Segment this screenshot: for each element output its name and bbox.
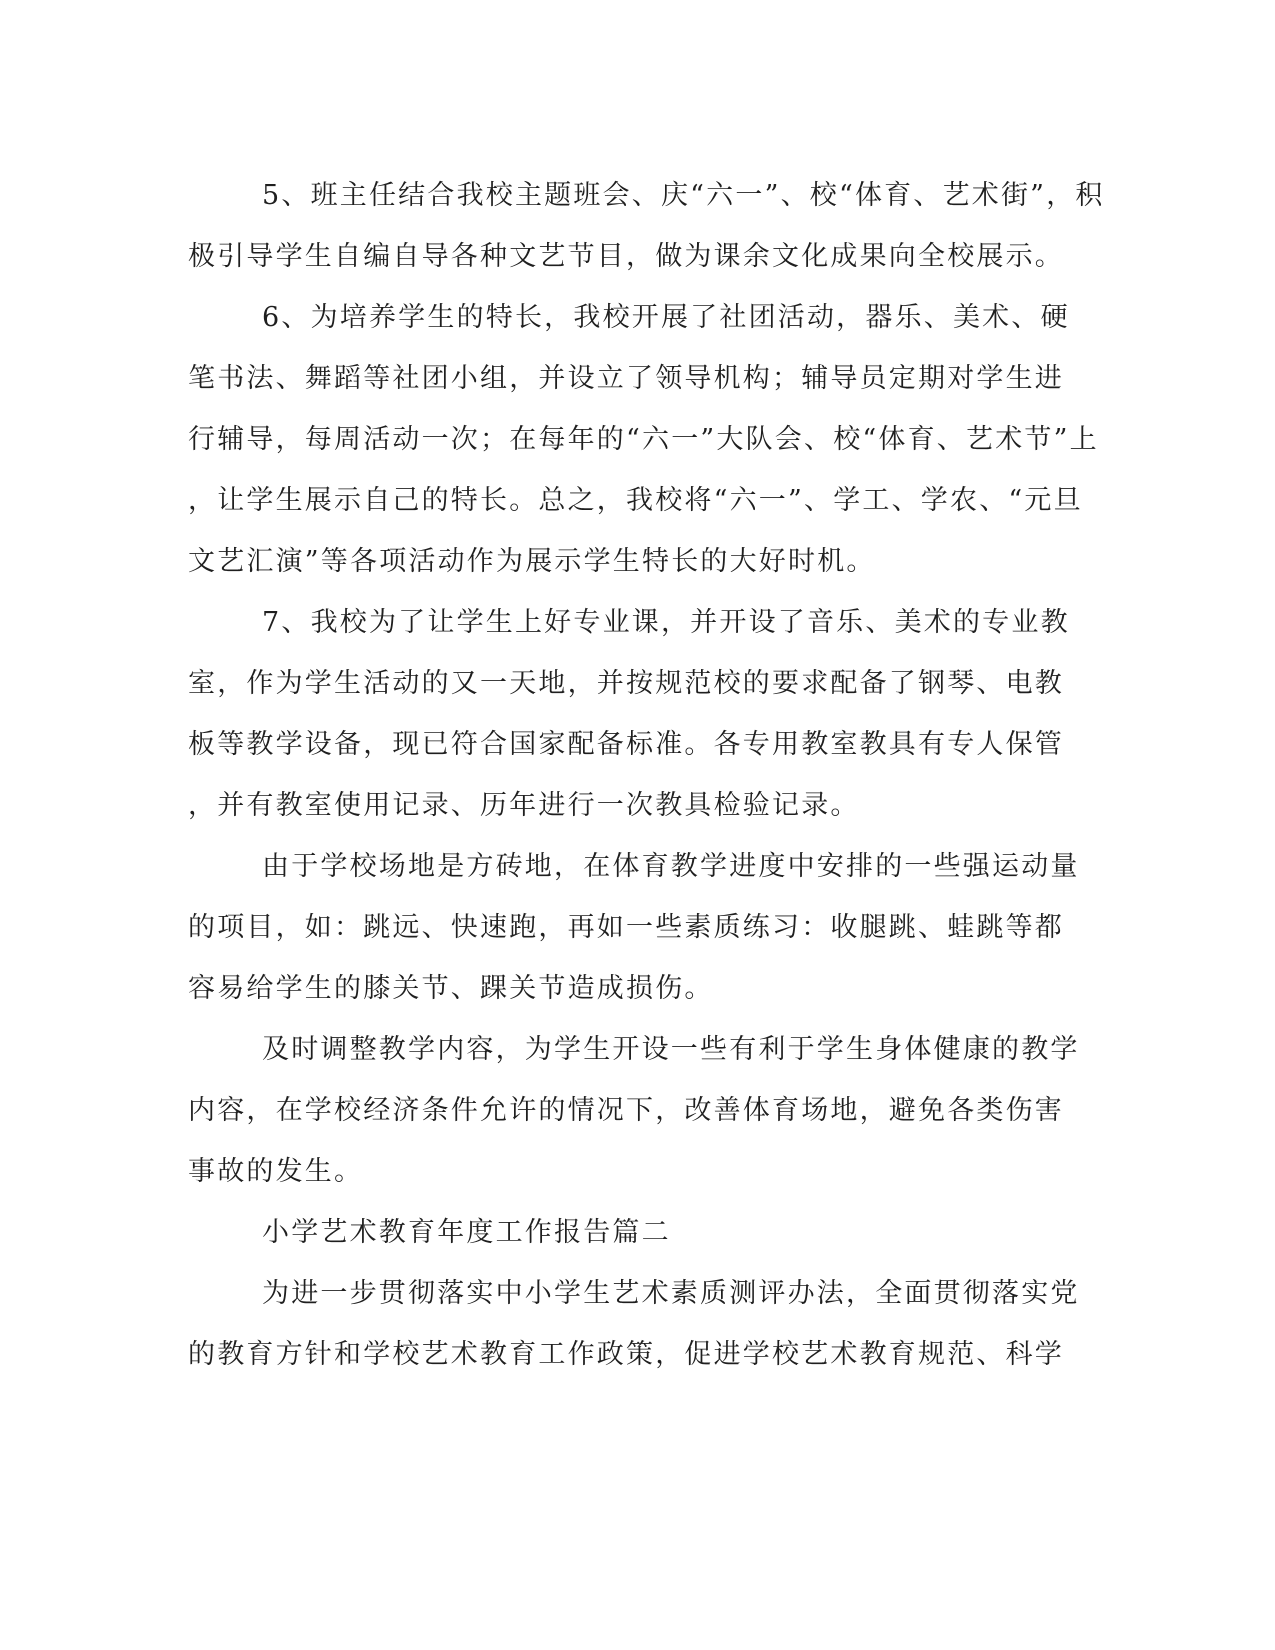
paragraph-7-line-4: ，并有教室使用记录、历年进行一次教具检验记录。 [188,790,860,821]
paragraph-intro-line-1: 为进一步贯彻落实中小学生艺术素质测评办法，全面贯彻落实党 [262,1278,1080,1309]
paragraph-7-line-2: 室，作为学生活动的又一天地，并按规范校的要求配备了钢琴、电教 [188,668,1064,699]
paragraph-5-line-1: 5、班主任结合我校主题班会、庆“六一”、校“体育、艺术街”，积 [262,180,1105,211]
paragraph-adjust-line-2: 内容，在学校经济条件允许的情况下，改善体育场地，避免各类伤害 [188,1095,1064,1126]
section-title: 小学艺术教育年度工作报告篇二 [262,1217,671,1248]
paragraph-6-line-1: 6、为培养学生的特长，我校开展了社团活动，器乐、美术、硬 [262,302,1070,333]
document-body [188,165,1105,1385]
paragraph-venue-line-2: 的项目，如：跳远、快速跑，再如一些素质练习：收腿跳、蛙跳等都 [188,912,1064,943]
paragraph-intro-line-2: 的教育方针和学校艺术教育工作政策，促进学校艺术教育规范、科学 [188,1339,1064,1370]
paragraph-6-line-4: ，让学生展示自己的特长。总之，我校将“六一”、学工、学农、“元旦 [188,485,1083,516]
paragraph-7-line-3: 板等教学设备，现已符合国家配备标准。各专用教室教具有专人保管 [188,729,1064,760]
paragraph-6-line-5: 文艺汇演”等各项活动作为展示学生特长的大好时机。 [188,546,876,577]
paragraph-venue-line-3: 容易给学生的膝关节、踝关节造成损伤。 [188,973,714,1004]
paragraph-venue-line-1: 由于学校场地是方砖地，在体育教学进度中安排的一些强运动量 [262,851,1080,882]
paragraph-6-line-2: 笔书法、舞蹈等社团小组，并设立了领导机构；辅导员定期对学生进 [188,363,1064,394]
paragraph-adjust-line-3: 事故的发生。 [188,1156,364,1187]
paragraph-6-line-3: 行辅导，每周活动一次；在每年的“六一”大队会、校“体育、艺术节”上 [188,424,1099,455]
paragraph-5-line-2: 极引导学生自编自导各种文艺节目，做为课余文化成果向全校展示。 [188,241,1064,272]
paragraph-adjust-line-1: 及时调整教学内容，为学生开设一些有利于学生身体健康的教学 [262,1034,1080,1065]
paragraph-7-line-1: 7、我校为了让学生上好专业课，并开设了音乐、美术的专业教 [262,607,1070,638]
